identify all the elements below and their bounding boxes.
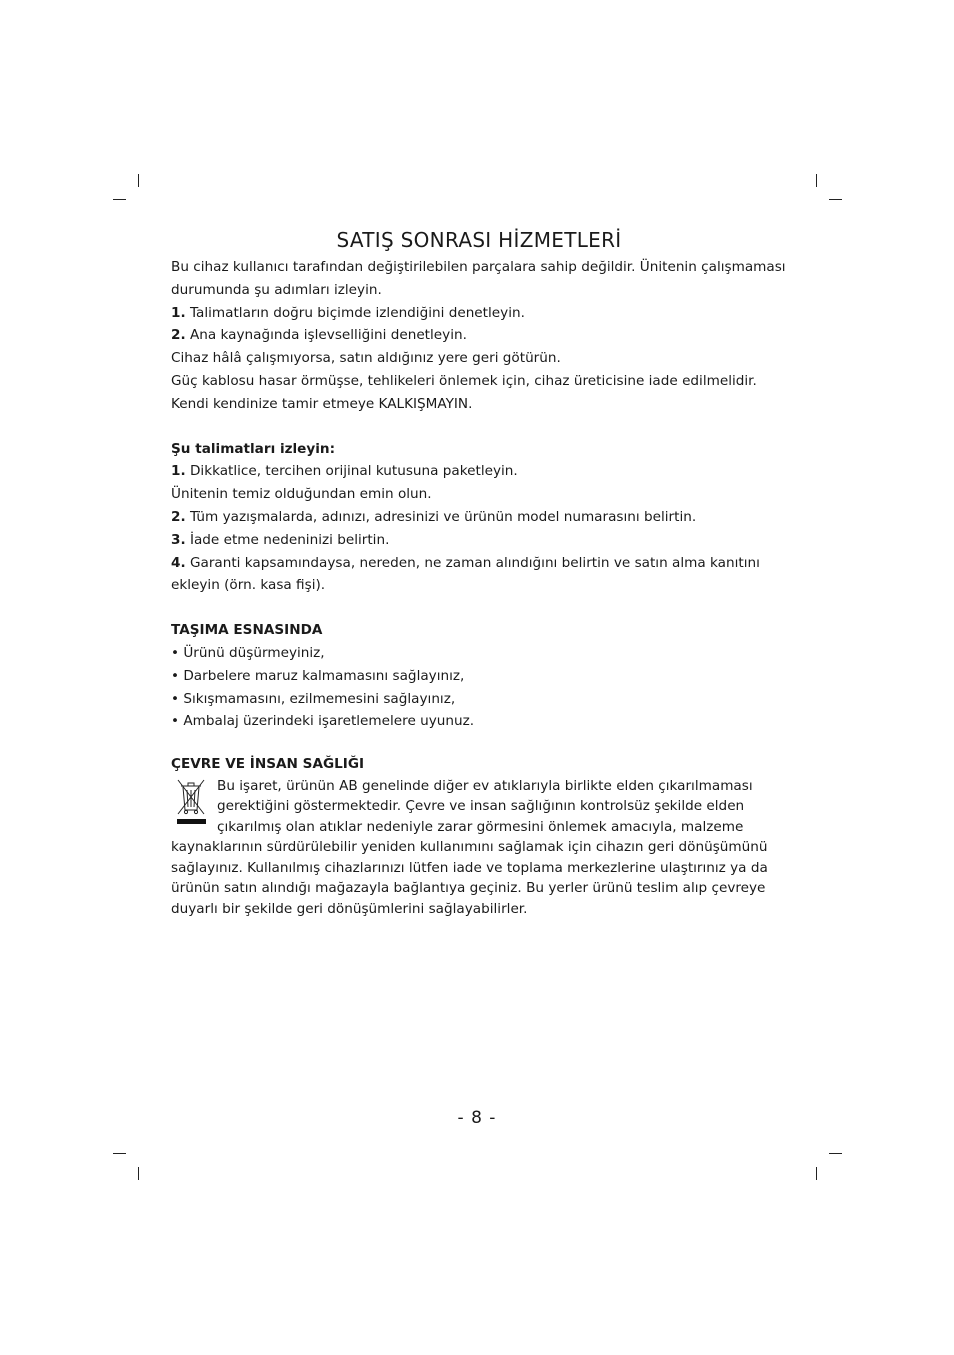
intro-cable-note: Güç kablosu hasar örmüşse, tehlikeleri önlemek için, cihaz üreticisine iade edilmelidir.	[171, 372, 757, 389]
environment-text: Bu işaret, ürünün AB genelinde diğer ev atıklarıyla birlikte elden çıkarılmaması gerektiğini göstermektedir. Çevre ve insan sağlığının kontrolsüz şekilde elden çıkarılmış olan atıklar nedeniyle zarar görmesini önlemek amacıyla, malzeme kaynaklarının sürdürülebilir yeniden kullanımını sağlamak için cihazın geri dönüşümünü sağlayınız. Kullanılmış cihazlarınızı lütfen iade ve toplama merkezlerine ulaştırınız ya da ürünün satın alındığı mağazayla bağlantıya geçiniz. Bu yerler ürünü teslim alıp çevreye duyarlı bir şekilde geri dönüşümlerini sağlayabilirler.	[171, 777, 768, 917]
intro-repair-warning: Kendi kendinize tamir etmeye KALKIŞMAYIN.	[171, 395, 473, 412]
step-number: 2.	[171, 327, 186, 344]
transport-item: • Sıkışmamasını, ezilmemesini sağlayınız,	[171, 690, 456, 707]
transport-item: • Darbelere maruz kalmamasını sağlayınız,	[171, 667, 465, 684]
step-text: Dikkatlice, tercihen orijinal kutusuna paketleyin.	[189, 463, 518, 480]
step-text: Garanti kapsamındaysa, nereden, ne zaman alındığını belirtin ve satın alma kanıtını ekleyin (örn. kasa fişi).	[171, 554, 760, 594]
page-number: - 8 -	[457, 1108, 497, 1128]
step-number: 1.	[171, 463, 186, 480]
transport-item: • Ambalaj üzerindeki işaretlemelere uyunuz.	[171, 713, 475, 730]
crop-mark-top-right-h	[829, 199, 842, 200]
page-content	[171, 226, 787, 919]
intro-step-1	[171, 302, 787, 325]
crop-mark-bottom-right-h	[829, 1153, 842, 1154]
instruction-4	[171, 552, 787, 598]
step-text: Ana kaynağında işlevselliğini denetleyin.	[189, 327, 467, 344]
intro-return-note: Cihaz hâlâ çalışmıyorsa, satın aldığınız yere geri götürün.	[171, 350, 561, 367]
crossed-bin-icon	[171, 776, 211, 826]
step-number: 2.	[171, 508, 186, 525]
environment-heading: ÇEVRE VE İNSAN SAĞLIĞI	[171, 756, 365, 773]
instructions-heading: Şu talimatları izleyin:	[171, 440, 336, 457]
transport-heading: TAŞIMA ESNASINDA	[171, 622, 323, 639]
transport-item: • Ürünü düşürmeyiniz,	[171, 644, 325, 661]
spacer	[171, 733, 787, 753]
crop-mark-top-right-v	[816, 174, 817, 187]
step-text: Tüm yazışmalarda, adınızı, adresinizi ve ürünün model numarasını belirtin.	[189, 508, 697, 525]
instruction-1	[171, 460, 787, 483]
spacer	[171, 597, 787, 619]
step-number: 1.	[171, 304, 186, 321]
step-number: 4.	[171, 554, 186, 571]
environment-section	[171, 776, 787, 920]
step-text: Talimatların doğru biçimde izlendiğini denetleyin.	[189, 304, 525, 321]
step-number: 3.	[171, 531, 186, 548]
crop-mark-bottom-left-v	[138, 1167, 139, 1180]
instruction-3	[171, 529, 787, 552]
crop-mark-bottom-right-v	[816, 1167, 817, 1180]
spacer	[171, 416, 787, 438]
instruction-2	[171, 506, 787, 529]
crop-mark-bottom-left-h	[113, 1153, 126, 1154]
instruction-1-continued: Ünitenin temiz olduğundan emin olun.	[171, 486, 432, 503]
intro-paragraph: Bu cihaz kullanıcı tarafından değiştirilebilen parçalara sahip değildir. Ünitenin çalışmaması durumunda şu adımları izleyin.	[171, 259, 786, 298]
crop-mark-top-left-h	[113, 199, 126, 200]
crop-mark-top-left-v	[138, 174, 139, 187]
page-title: SATIŞ SONRASI HİZMETLERİ	[336, 228, 622, 252]
step-text: İade etme nedeninizi belirtin.	[189, 531, 390, 548]
intro-step-2	[171, 324, 787, 347]
